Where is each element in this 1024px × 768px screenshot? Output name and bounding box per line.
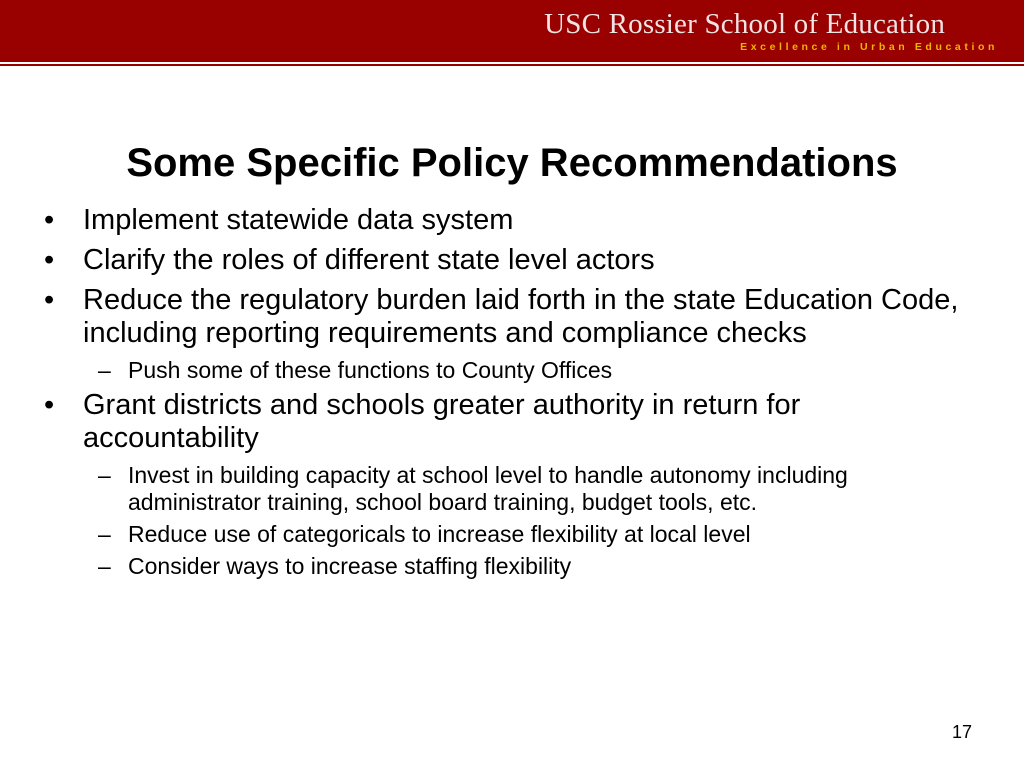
bullet-item	[0, 284, 963, 350]
sub-bullet-marker: –	[98, 462, 111, 488]
logo-tagline: Excellence in Urban Education	[740, 41, 998, 53]
bullet-item	[0, 389, 963, 455]
sub-bullet-text: Consider ways to increase staffing flexibility	[128, 553, 572, 579]
sub-bullet-marker: –	[98, 521, 111, 547]
sub-bullet-text: Reduce use of categoricals to increase flexibility at local level	[128, 521, 751, 547]
bullet-item	[0, 204, 963, 237]
bullet-marker: •	[44, 244, 55, 276]
sub-bullet-item	[0, 521, 978, 548]
usc-rossier-logo	[544, 8, 998, 53]
sub-bullet-item	[0, 553, 978, 580]
slide-content	[0, 204, 1024, 585]
sub-bullet-text: Invest in building capacity at school level to handle autonomy including administrator training, school board training, budget tools, etc.	[128, 462, 848, 515]
logo-name: USC Rossier School of Education	[544, 8, 946, 40]
sub-bullet-text: Push some of these functions to County Offices	[128, 357, 613, 383]
bullet-marker: •	[44, 389, 55, 421]
sub-bullet-item	[0, 462, 978, 516]
slide-number: 17	[951, 722, 972, 742]
bullet-text: Implement statewide data system	[83, 204, 514, 236]
header-divider	[0, 64, 1024, 66]
bullet-text: Reduce the regulatory burden laid forth in the state Education Code, including reporting requirements and compliance checks	[83, 284, 959, 349]
header-band	[0, 0, 1024, 62]
slide-title: Some Specific Policy Recommendations	[126, 141, 898, 185]
bullet-marker: •	[44, 284, 55, 316]
bullet-text: Grant districts and schools greater authority in return for accountability	[83, 389, 801, 454]
sub-bullet-marker: –	[98, 553, 111, 579]
bullet-marker: •	[44, 204, 55, 236]
bullet-item	[0, 244, 963, 277]
bullet-text: Clarify the roles of different state level actors	[83, 244, 655, 276]
sub-bullet-marker: –	[98, 357, 111, 383]
sub-bullet-item	[0, 357, 978, 384]
